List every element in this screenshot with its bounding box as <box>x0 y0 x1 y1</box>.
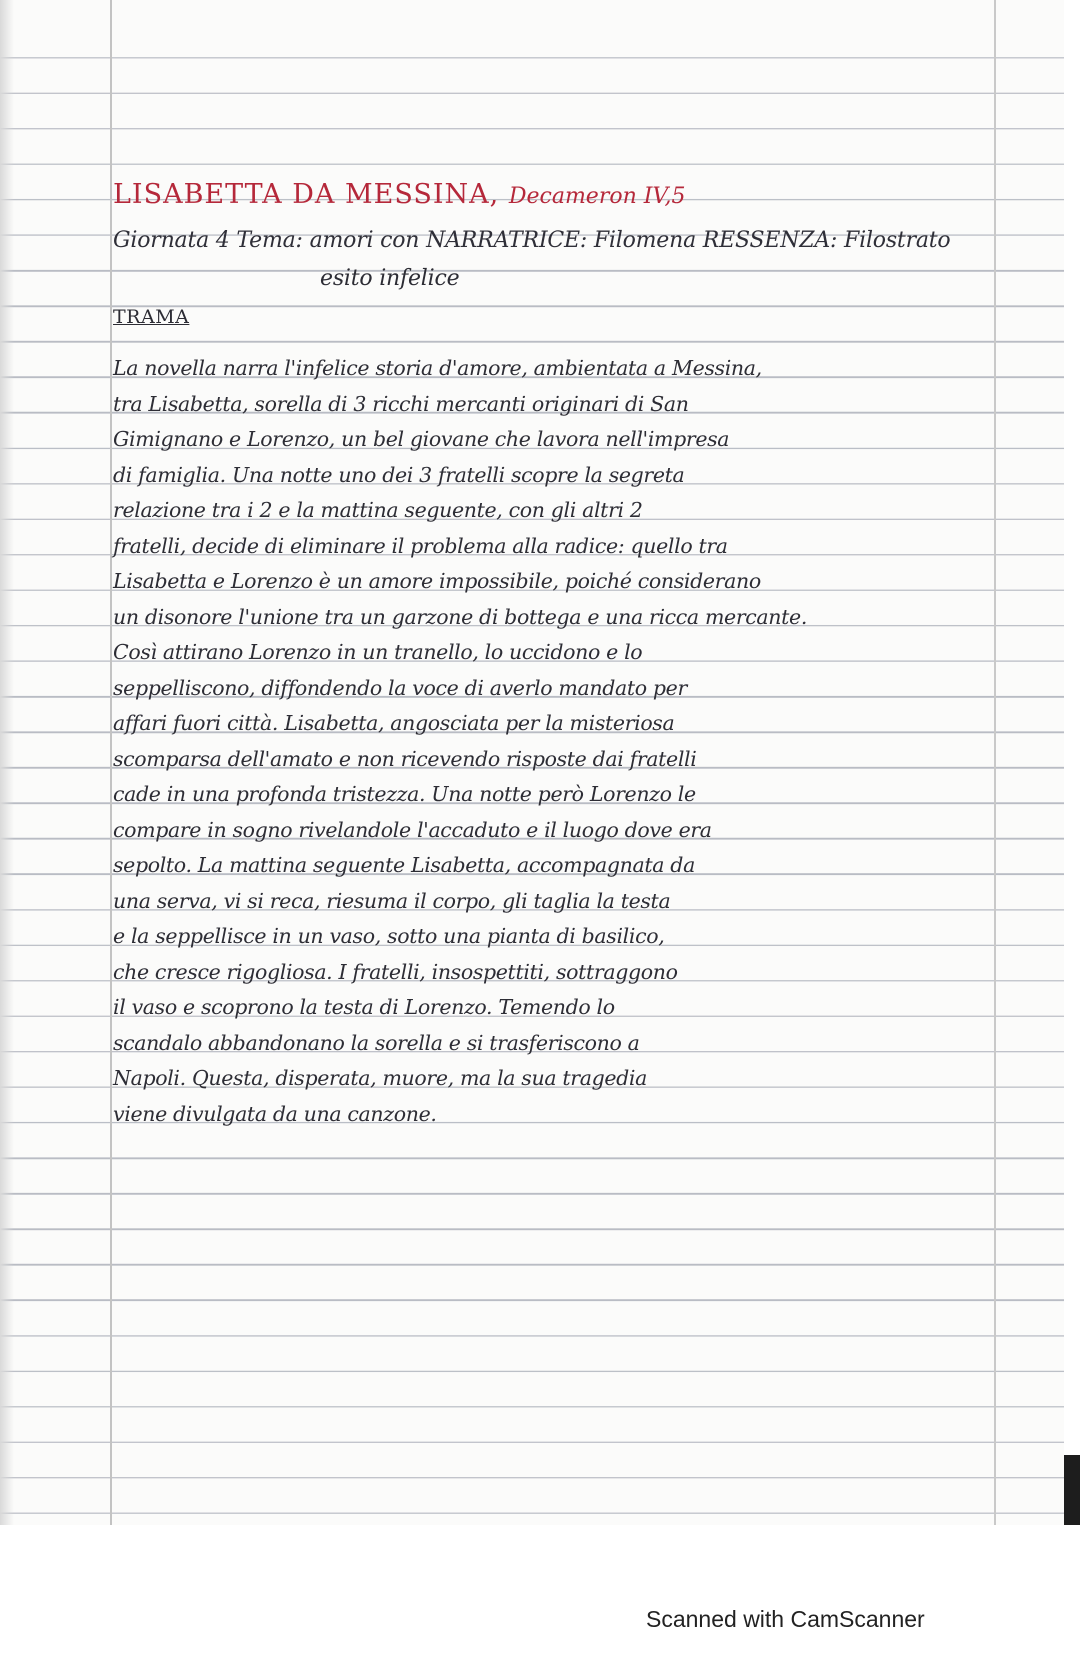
binding-shadow <box>0 0 14 1525</box>
plot-text <box>113 351 993 1132</box>
title-main: LISABETTA DA MESSINA, <box>113 179 500 210</box>
text-line: affari fuori città. Lisabetta, angosciata per la misteriosa <box>113 711 675 735</box>
text-line: tra Lisabetta, sorella di 3 ricchi mercanti originari di San <box>113 391 689 416</box>
text-line: un disonore l'unione tra un garzone di bottega e una ricca mercante. <box>113 604 807 629</box>
document-title <box>113 179 685 210</box>
scanner-watermark: Scanned with CamScanner <box>646 1606 925 1632</box>
section-heading: TRAMA <box>113 306 190 328</box>
text-line: Lisabetta e Lorenzo è un amore impossibile, poiché considerano <box>113 569 761 593</box>
info-line-2: esito infelice <box>320 266 460 291</box>
text-line: il vaso e scoprono la testa di Lorenzo. Temendo lo <box>113 995 615 1019</box>
text-line: compare in sogno rivelandole l'accaduto e il luogo dove era <box>113 817 712 842</box>
text-line: Napoli. Questa, disperata, muore, ma la sua tragedia <box>113 1066 647 1090</box>
right-margin-line <box>994 0 996 1525</box>
text-line: relazione tra i 2 e la mattina seguente, con gli altri 2 <box>113 498 643 522</box>
text-line: una serva, vi si reca, riesuma il corpo, gli taglia la testa <box>113 888 671 913</box>
text-line: scomparsa dell'amato e non ricevendo risposte dai fratelli <box>113 746 697 771</box>
scan-edge-shadow <box>1064 1455 1080 1525</box>
text-line: che cresce rigogliosa. I fratelli, insospettiti, sottraggono <box>113 959 678 984</box>
text-line: viene divulgata da una canzone. <box>113 1101 437 1126</box>
text-line: fratelli, decide di eliminare il problema alla radice: quello tra <box>113 533 728 558</box>
text-line: Così attirano Lorenzo in un tranello, lo uccidono e lo <box>113 640 643 664</box>
text-line: e la seppellisce in un vaso, sotto una pianta di basilico, <box>113 924 665 948</box>
title-subtitle: Decameron IV,5 <box>508 184 686 209</box>
text-line: di famiglia. Una notte uno dei 3 fratelli scopre la segreta <box>113 462 685 487</box>
text-line: cade in una profonda tristezza. Una notte però Lorenzo le <box>113 782 696 806</box>
text-line: scandalo abbandonano la sorella e si trasferiscono a <box>113 1030 640 1055</box>
text-line: sepolto. La mattina seguente Lisabetta, accompagnata da <box>113 853 695 877</box>
text-line: seppelliscono, diffondendo la voce di averlo mandato per <box>113 675 687 700</box>
text-line: La novella narra l'infelice storia d'amore, ambientata a Messina, <box>113 356 762 380</box>
text-line: Gimignano e Lorenzo, un bel giovane che lavora nell'impresa <box>113 427 730 451</box>
info-line-1: Giornata 4 Tema: amori con NARRATRICE: Filomena RESSENZA: Filostrato <box>113 228 951 253</box>
left-margin-line <box>110 0 112 1525</box>
